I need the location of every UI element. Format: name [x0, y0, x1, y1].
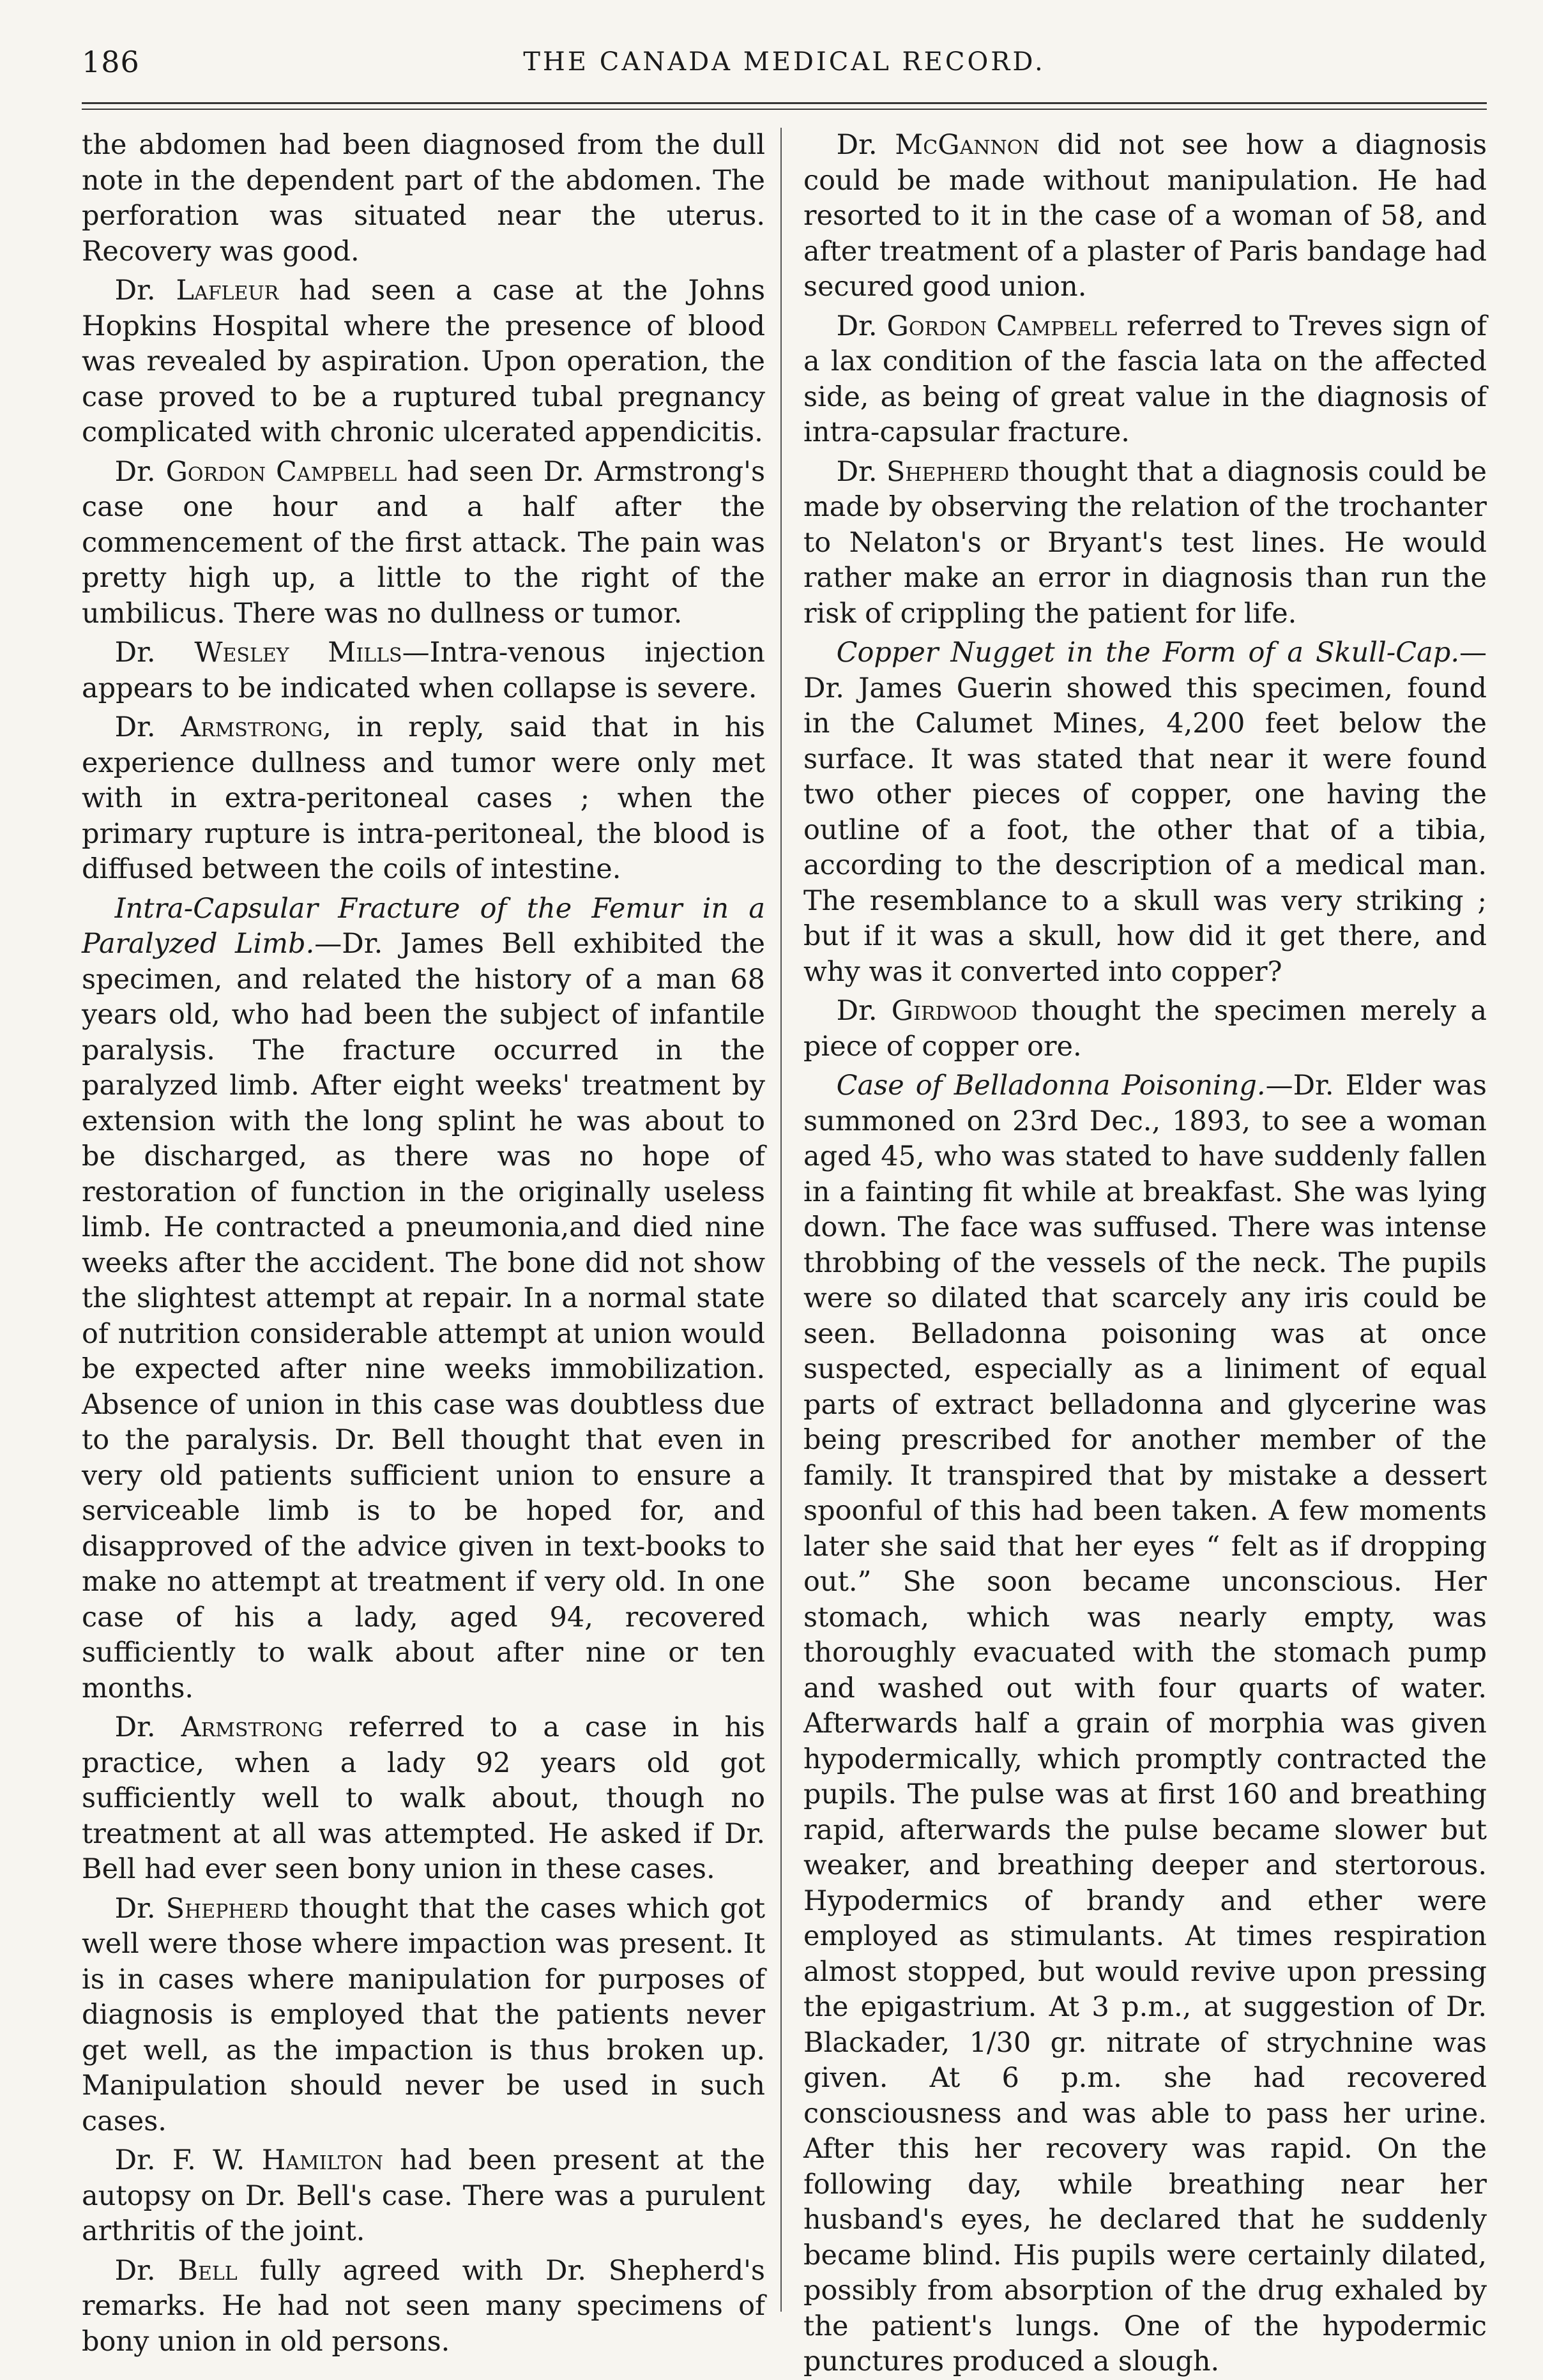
speaker-name: Shepherd — [165, 1892, 289, 1925]
speaker-prefix: Dr. F. W. — [114, 2144, 245, 2176]
paragraph-text: had seen Dr. Armstrong's case one hour and a half after the commencement of the first attack. The pain was pretty high up, a little to the right of the umbilicus. There was no dullness or tumor. — [82, 455, 766, 630]
speaker-name: McGannon — [895, 129, 1040, 161]
paragraph — [803, 1068, 1487, 2380]
paragraph — [803, 309, 1487, 451]
paragraph-text: the abdomen had been diagnosed from the dull note in the dependent part of the abdomen. The perforation was situated near the uterus. Recovery was good. — [82, 129, 765, 268]
paragraph — [82, 2254, 765, 2360]
paragraph — [82, 455, 765, 632]
speaker-prefix: Dr. — [114, 2254, 156, 2287]
speaker-name: Lafleur — [176, 275, 279, 307]
paragraph-text: thought the specimen merely a piece of copper ore. — [803, 995, 1487, 1063]
paragraph-text: did not see how a diagnosis could be made without manipulation. He had resorted to it in the case of a woman of 58, and after treatment of a plaster of Paris bandage had secured good union. — [803, 129, 1487, 303]
speaker-prefix: Dr. — [836, 995, 878, 1027]
paragraph — [803, 994, 1487, 1065]
paragraph — [82, 273, 765, 451]
speaker-name: Hamilton — [261, 2144, 383, 2176]
right-column — [803, 128, 1487, 2377]
section-title: Copper Nugget in the Form of a Skull-Cap. — [836, 637, 1459, 669]
column-divider — [780, 128, 782, 2312]
paragraph-text: —Dr. Elder was summoned on 23rd Dec., 1893, to see a woman aged 45, who was stated to have suddenly fallen in a fainting fit while at breakfast. She was lying down. The face was suffused. There was intense throbbing of the vessels of the neck. The pupils were so dilated that scarcely any iris could be seen. Belladonna poisoning was at once suspected, especially as a liniment of equal parts of extract belladonna and glycerine was being prescribed for another member of the family. It transpired that by mistake a dessert spoonful of this had been taken. A few moments later she said that her eyes “ felt as if dropping out.” She soon became unconscious. Her stomach, which was nearly empty, was thoroughly evacuated with the stomach pump and washed out with four quarts of water. Afterwards half a grain of morphia was given hypodermically, which promptly contracted the pupils. The pulse was at first 160 and breathing rapid, afterwards the pulse became slower but weaker, and breathing deeper and stertorous. Hypodermics of brandy and ether were employed as stimulants. At times respiration almost stopped, but would revive upon pressing the epigastrium. At 3 p.m., at suggestion of Dr. Blackader, 1/30 gr. nitrate of strychnine was given. At 6 p.m. she had recovered consciousness and was able to pass her urine. After this her recovery was rapid. On the following day, while breathing near her husband's eyes, he declared that he suddenly became blind. His pupils were certainly dilated, possibly from absorption of the drug exhaled by the patient's lungs. One of the hypodermic punctures produced a slough. — [803, 1070, 1487, 2377]
paragraph-text: —Dr. James Bell exhibited the specimen, and related the history of a man 68 years old, who had been the subject of infantile paralysis. The fracture occurred in the paralyzed limb. After eight weeks' treatment by extension with the long splint he was about to be discharged, as there was no hope of restoration of function in the originally useless limb. He contracted a pneumonia,and died nine weeks after the accident. The bone did not show the slightest attempt at repair. In a normal state of nutrition considerable attempt at union would be expected after nine weeks immobilization. Absence of union in this case was doubtless due to the paralysis. Dr. Bell thought that even in very old patients sufficient union to ensure a serviceable limb is to be hoped for, and disapproved of the advice given in text-books to make no attempt at treatment if very old. In one case of his a lady, aged 94, recovered sufficiently to walk about after nine or ten months. — [82, 928, 765, 1704]
section-title: Case of Belladonna Poisoning. — [836, 1070, 1266, 1102]
speaker-name: Wesley Mills — [194, 637, 402, 669]
paragraph-text: thought that a diagnosis could be made by observing the relation of the trochanter to Nelaton's or Bryant's test lines. He would rather make an error in diagnosis than run the risk of crippling the patient for life. — [803, 455, 1487, 630]
paragraph — [803, 455, 1487, 632]
paragraph — [803, 635, 1487, 990]
paragraph-text: —Dr. James Guerin showed this specimen, found in the Calumet Mines, 4,200 feet below the surface. It was stated that near it were found two other pieces of copper, one having the outline of a foot, the other that of a tibia, according to the description of a medical man. The resemblance to a skull was very striking ; but if it was a skull, how did it get there, and why was it converted into copper? — [803, 637, 1487, 988]
speaker-prefix: Dr. — [114, 275, 156, 307]
speaker-prefix: Dr. — [114, 455, 156, 488]
paragraph — [82, 1891, 765, 2140]
paragraph — [82, 635, 765, 706]
speaker-name: Gordon Campbell — [886, 310, 1118, 342]
speaker-prefix: Dr. — [114, 1711, 156, 1743]
paragraph — [82, 128, 765, 269]
paragraph — [803, 128, 1487, 305]
paragraph-text: had seen a case at the Johns Hopkins Hospital where the presence of blood was revealed by aspiration. Upon operation, the case proved to be a ruptured tubal pregnancy complicated with chronic ulcerated appendicitis. — [82, 275, 766, 448]
speaker-name: Armstrong — [181, 1711, 323, 1743]
speaker-prefix: Dr. — [114, 637, 156, 669]
paragraph — [82, 1710, 765, 1888]
header-rule-top — [82, 102, 1487, 104]
speaker-prefix: Dr. — [836, 455, 878, 488]
paragraph-text: thought that the cases which got well were those where impaction was present. It is in cases where manipulation for purposes of diagnosis is employed that the patients never get well, as the impaction is thus broken up. Manipulation should never be used in such cases. — [82, 1892, 766, 2137]
paragraph — [82, 710, 765, 888]
speaker-prefix: Dr. — [836, 129, 878, 161]
section-title: Intra-Capsular Fracture of the Femur in a Paralyzed Limb. — [82, 892, 765, 960]
speaker-prefix: Dr. — [836, 310, 878, 342]
paragraph-text: referred to a case in his practice, when a lady 92 years old got sufficiently well to walk about, though no treatment at all was attempted. He asked if Dr. Bell had ever seen bony union in these cases. — [82, 1711, 765, 1885]
speaker-prefix: Dr. — [114, 711, 156, 743]
paragraph-text: , in reply, said that in his experience dullness and tumor were only met with in extra-peritoneal cases ; when the primary rupture is intra-peritoneal, the blood is diffused between the coils of intestine. — [82, 711, 765, 885]
running-title: THE CANADA MEDICAL RECORD. — [523, 47, 1045, 77]
paragraph-text: referred to Treves sign of a lax condition of the fascia lata on the affected side, as being of great value in the diagnosis of intra-capsular fracture. — [803, 310, 1487, 448]
page-header — [82, 45, 1487, 89]
speaker-name: Bell — [178, 2254, 238, 2287]
speaker-name: Girdwood — [891, 995, 1017, 1027]
speaker-name: Shepherd — [886, 455, 1010, 488]
paragraph-text: had been present at the autopsy on Dr. Bell's case. There was a purulent arthritis of the joint. — [82, 2144, 766, 2247]
speaker-name: Gordon Campbell — [165, 455, 397, 488]
paragraph — [82, 891, 765, 1707]
header-rule-bottom — [82, 109, 1487, 110]
left-column — [82, 128, 766, 2358]
speaker-prefix: Dr. — [114, 1892, 156, 1925]
page-number: 186 — [82, 45, 140, 79]
speaker-name: Armstrong — [180, 711, 323, 743]
paragraph — [82, 2143, 765, 2250]
paragraph-text: —Intra-venous injection appears to be indicated when collapse is severe. — [82, 637, 766, 704]
paragraph-text: fully agreed with Dr. Shepherd's remarks. He had not seen many specimens of bony union in old persons. — [82, 2254, 765, 2358]
